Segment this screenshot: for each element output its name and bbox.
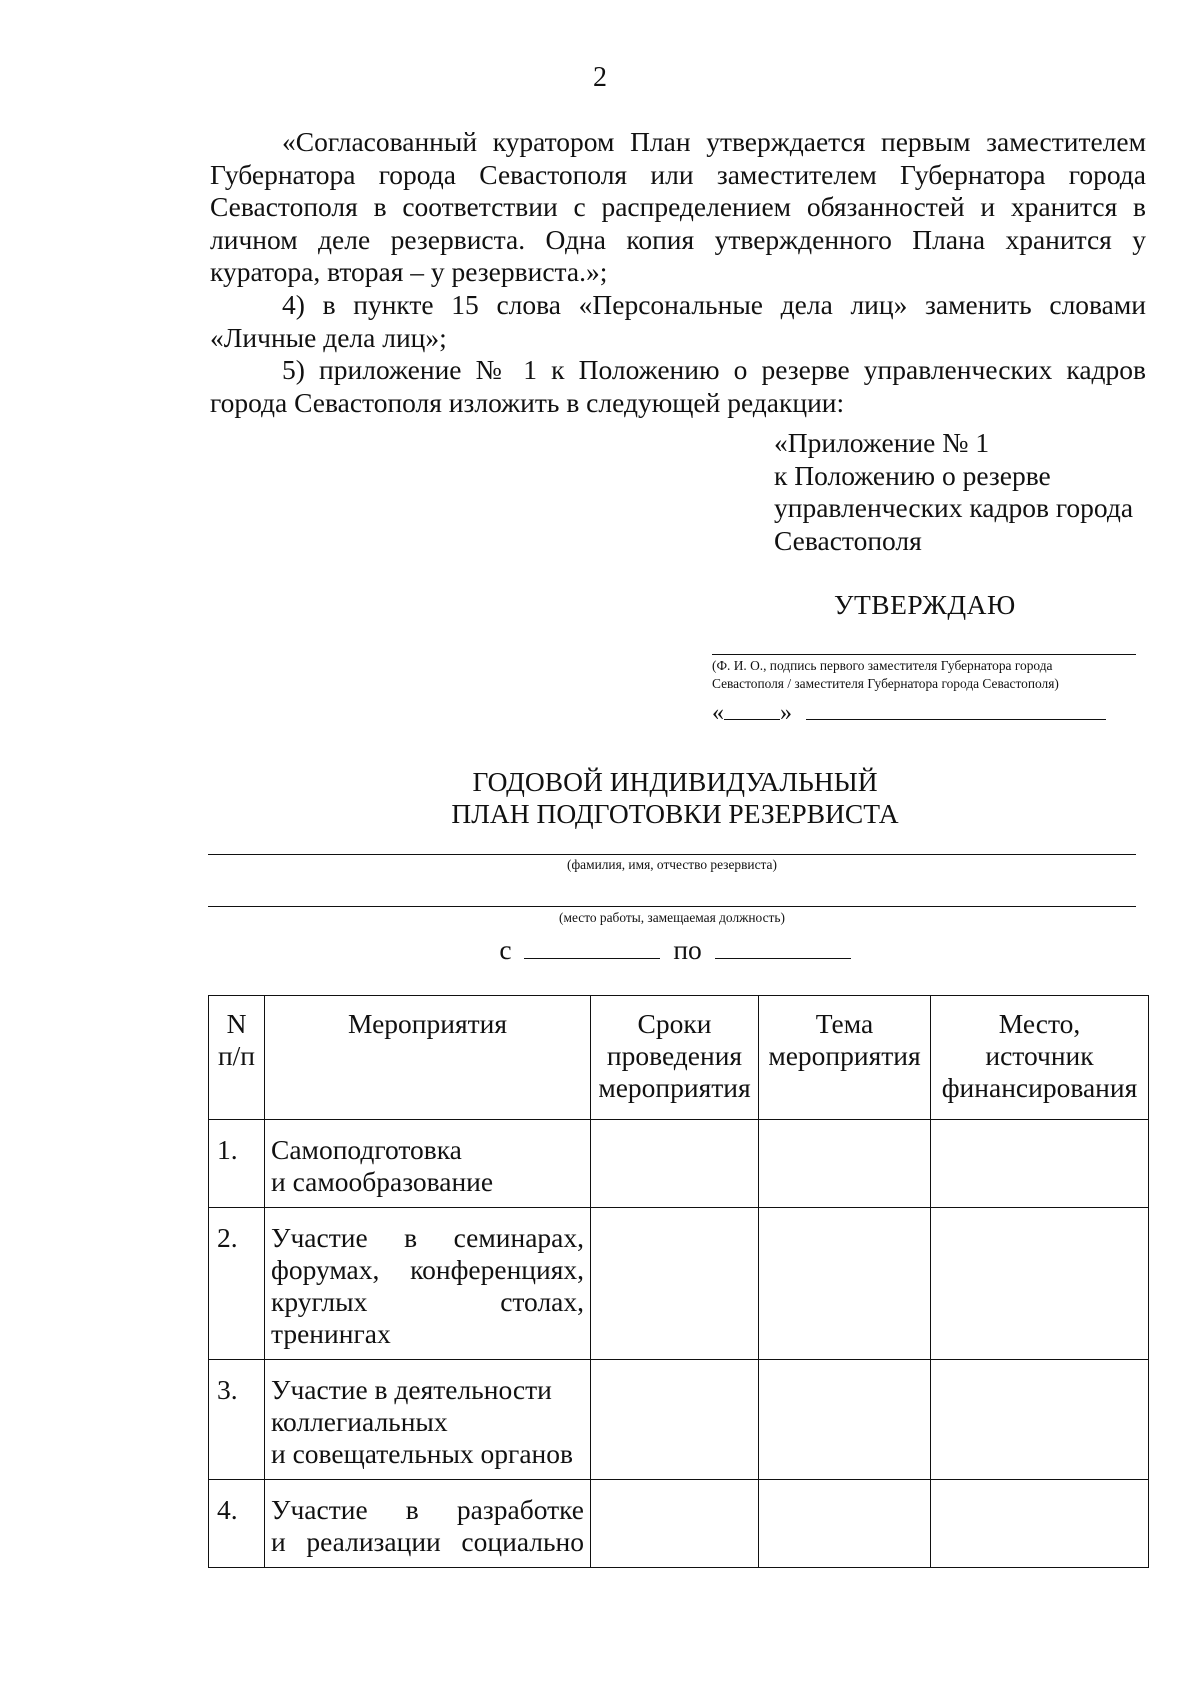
header-place-line: финансирования: [941, 1072, 1138, 1103]
row-number: 3.: [209, 1360, 265, 1480]
appendix-line: Севастополя: [774, 524, 922, 556]
header-num-line: п/п: [217, 1040, 256, 1071]
header-dates: [591, 996, 759, 1120]
row-event-line: и самообразование: [271, 1166, 494, 1197]
reservist-name-line: [208, 854, 1136, 855]
signature-line: [712, 654, 1136, 655]
row-topic-cell: [759, 1120, 931, 1208]
title-line: ГОДОВОЙ ИНДИВИДУАЛЬНЫЙ: [472, 766, 878, 797]
row-place-cell: [931, 1480, 1149, 1568]
row-event-line: и совещательных органов: [271, 1438, 573, 1469]
body-text: [210, 126, 1146, 419]
row-number: 4.: [209, 1480, 265, 1568]
row-event: [265, 1208, 591, 1360]
header-place-line: источник: [985, 1040, 1094, 1071]
header-topic: [759, 996, 931, 1120]
date-open-quote: «: [712, 700, 724, 726]
page-number: 2: [593, 62, 607, 93]
table-row: [209, 1208, 1149, 1360]
header-dates-line: мероприятия: [598, 1072, 751, 1103]
header-num-line: N: [226, 1008, 247, 1039]
period-from-label: с: [499, 934, 512, 965]
row-topic-cell: [759, 1208, 931, 1360]
signature-caption-line: Севастополя / заместителя Губернатора города Севастополя): [712, 676, 1059, 691]
row-dates-cell: [591, 1480, 759, 1568]
appendix-line: управленческих кадров города: [774, 492, 1134, 523]
row-event-line: круглых столах,: [271, 1286, 584, 1317]
row-dates-cell: [591, 1208, 759, 1360]
signature-caption-line: (Ф. И. О., подпись первого заместителя Губернатора города: [712, 658, 1053, 673]
row-event: [265, 1480, 591, 1568]
workplace-caption: (место работы, замещаемая должность): [559, 910, 785, 925]
row-event-line: форумах, конференциях,: [271, 1254, 584, 1285]
row-event-line: коллегиальных: [271, 1406, 448, 1437]
row-dates-cell: [591, 1120, 759, 1208]
appendix-line: к Положению о резерве: [774, 459, 1051, 491]
row-dates-cell: [591, 1360, 759, 1480]
appendix-line: «Приложение № 1: [774, 427, 990, 458]
row-event-line: и реализации социально: [271, 1526, 584, 1557]
row-place-cell: [931, 1360, 1149, 1480]
workplace-line: [208, 906, 1136, 907]
row-number: 1.: [209, 1120, 265, 1208]
table-row: [209, 1480, 1149, 1568]
month-year-blank: [806, 701, 1106, 720]
row-topic-cell: [759, 1480, 931, 1568]
header-event: Мероприятия: [265, 996, 591, 1120]
row-event-line: тренингах: [271, 1318, 391, 1349]
header-num: [209, 996, 265, 1120]
document-title: [0, 766, 1200, 830]
header-place: [931, 996, 1149, 1120]
header-topic-line: Тема: [815, 1008, 874, 1039]
row-event-line: Участие в семинарах,: [271, 1222, 584, 1253]
period-to-label: по: [673, 934, 702, 965]
table-row: [209, 1120, 1149, 1208]
header-dates-line: проведения: [606, 1040, 743, 1071]
row-event-line: Участие в разработке: [271, 1494, 584, 1525]
row-event-line: Самоподготовка: [271, 1134, 462, 1165]
approve-heading: УТВЕРЖДАЮ: [834, 589, 1016, 620]
appendix-reference: [774, 427, 1133, 557]
row-topic-cell: [759, 1360, 931, 1480]
period-from-blank: [524, 936, 660, 959]
paragraph-item-4: 4) в пункте 15 слова «Персональные дела лиц» заменить словами «Личные дела лиц»;: [210, 288, 1146, 353]
header-place-line: Место,: [998, 1008, 1081, 1039]
date-close-quote: »: [780, 700, 792, 726]
row-event: [265, 1360, 591, 1480]
table-header-row: [209, 996, 1149, 1120]
paragraph-approval: «Согласованный куратором План утверждается первым заместителем Губернатора города Севастополя или заместителем Губернатора города Севастополя в соответствии с распределением обязанностей и хранится в личном деле резервиста. Одна копия утвержденного Плана хранится у куратора, вторая – у резервиста.»;: [210, 126, 1146, 288]
row-event-line: Участие в деятельности: [271, 1374, 552, 1405]
signature-caption: [712, 657, 1148, 693]
header-dates-line: Сроки: [637, 1008, 712, 1039]
row-place-cell: [931, 1120, 1149, 1208]
row-event: [265, 1120, 591, 1208]
reservist-name-caption: (фамилия, имя, отчество резервиста): [567, 857, 777, 872]
row-place-cell: [931, 1208, 1149, 1360]
header-topic-line: мероприятия: [768, 1040, 921, 1071]
title-line: ПЛАН ПОДГОТОВКИ РЕЗЕРВИСТА: [451, 798, 899, 829]
approval-date: [712, 700, 1106, 727]
plan-table: [208, 995, 1149, 1568]
day-blank: [724, 701, 780, 720]
period-to-blank: [715, 936, 851, 959]
plan-period: [0, 934, 1200, 966]
table-row: [209, 1360, 1149, 1480]
row-number: 2.: [209, 1208, 265, 1360]
paragraph-item-5: 5) приложение № 1 к Положению о резерве управленческих кадров города Севастополя изложить в следующей редакции:: [210, 354, 1146, 418]
